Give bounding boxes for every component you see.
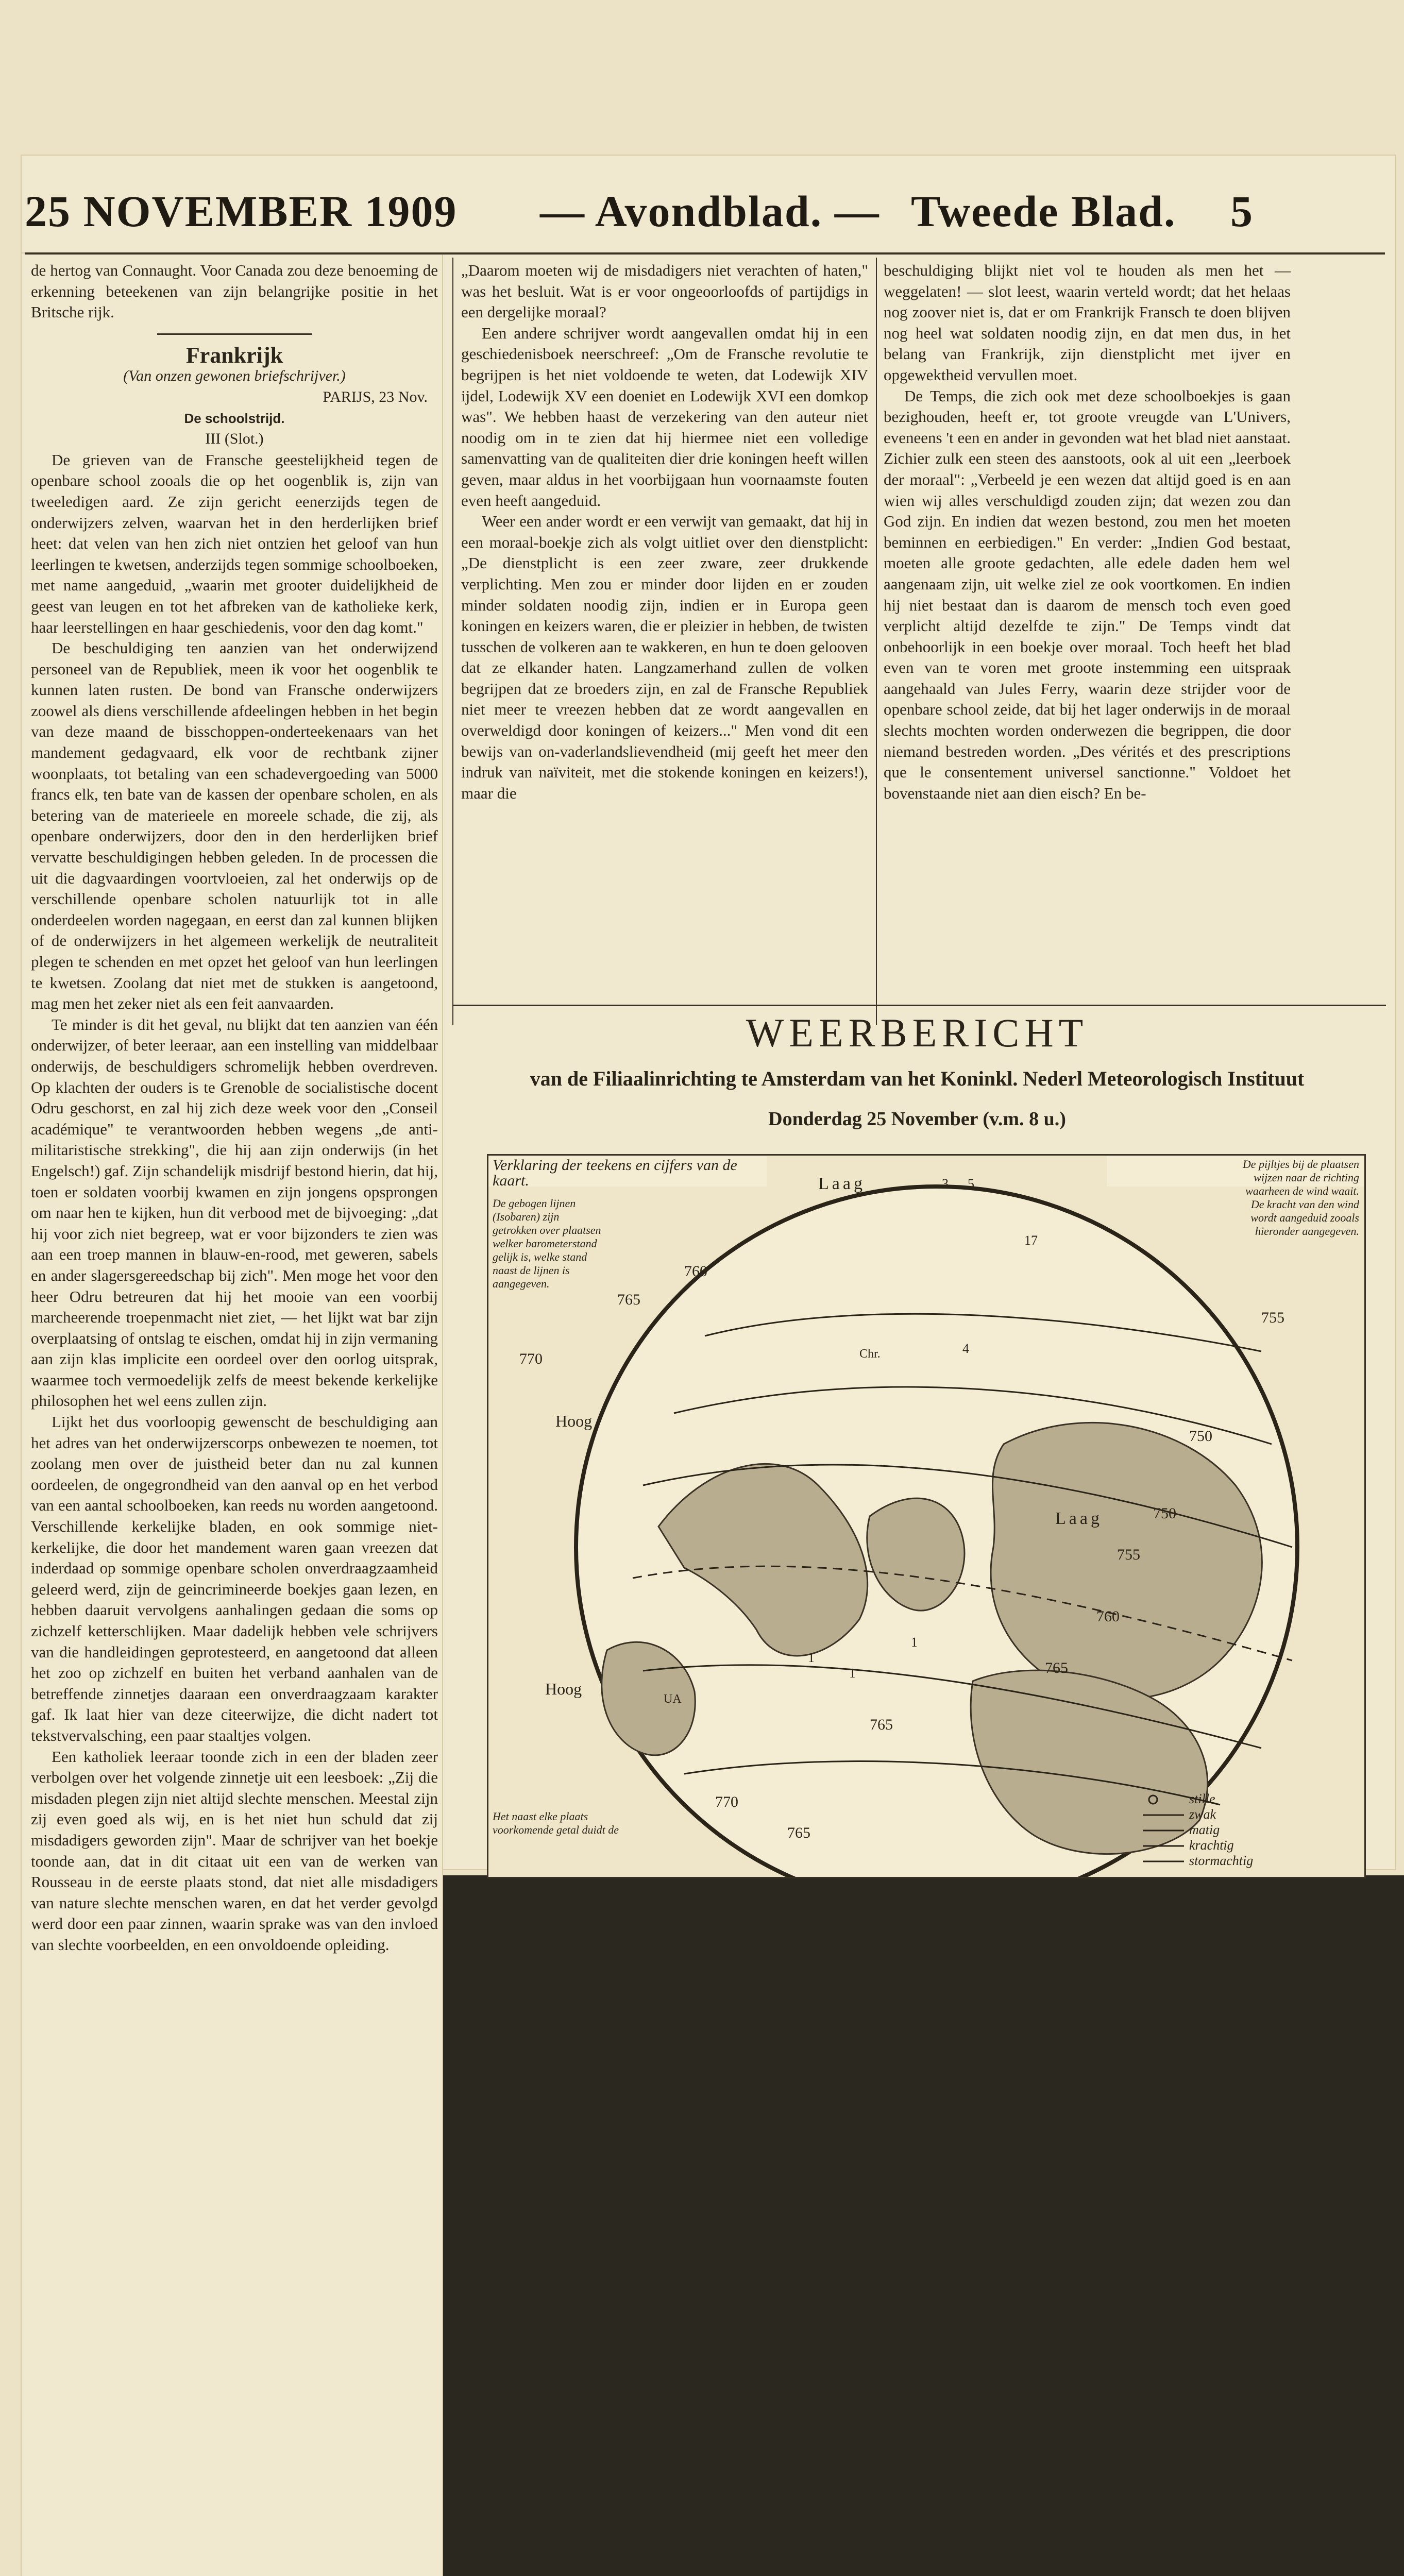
legend-title: Verklaring der teekens en cijfers van de kaart. [493, 1157, 737, 1189]
weather-top-rule [453, 1005, 1386, 1006]
weather-date: Donderdag 25 November (v.m. 8 u.) [768, 1108, 1066, 1130]
paragraph: De beschuldiging ten aanzien van het onderwijzend personeel van de Republiek, meen ik voor het oogenblik te kunnen laten rusten. De bond van Fransche onderwijzers zoowel als diens verschillende afdeelingen hebben in het begin van deze maand de bisschoppen-onderteekenaars van het mandement gedagvaard, elk voor de rechtbank zijner woonplaats, tot betaling van een schadevergoeding van 5000 francs elk, ten bate van de kassen der openbare scholen, en als betering van de materieele en moreele schade, die zij, als openbare onderwijzers, door den in den herderlijken brief vervatte beschuldigingen hebben geleden. In de processen die uit die dagvaardingen voortvloeien, zal het onderwijs op de verschillende openbare scholen natuurlijk tot in alle onderdeelen worden nagegaan, en eerst dan zal kunnen blijken of de onderwijzers in het algemeen werkelijk de neutraliteit plegen te schenden en met opzet het geloof van hun leerlingen te kwetsen. Zoolang dat niet met de stukken is aangetoond, mag men het zeker niet als een feit aanvaarden. [31, 639, 438, 1013]
masthead-page: 5 [1230, 187, 1254, 236]
masthead-sheet: Tweede Blad. [911, 187, 1176, 236]
isobar-label: 765 [1045, 1659, 1068, 1676]
paragraph: Een katholiek leeraar toonde zich in een der bladen zeer verbolgen over het volgende zinnetje uit een leesboek: „Zij die misdaden plegen zijn niet altijd slechte menschen. Meestal zijn zij even goed als wij, en is het niet hun schuld dat zij misdadigers geworden zijn". Maar de schrijver van het boekje toonde aan, dat in dit citaat uit een van de werken van Rousseau in de eerste plaats stond, dat niet alle misdadigers van nature slechte menschen waren, en dat het verder gevolgd werd door een paar zinnen, waarin sprake was van den invloed van slechte voorbeelden, en een onvoldoende opleiding. [31, 1747, 438, 1954]
low-pressure-label: Laag [818, 1174, 866, 1193]
paragraph: Een andere schrijver wordt aangevallen omdat hij in een geschiedenisboek neerschreef: „Om de Fransche revolutie te begrijpen is het niet voldoende te weten, dat Lodewijk XIV ijdel, Lodewijk XV een doeniet en Lodewijk XVI een domkop was". We hebben haast de verzekering van den auteur niet noodig om in te zien dat hij hiermee niet een volledige samenvatting van de qualiteiten dier drie koningen heeft willen geven, maar aldus in het voorbijgaan hun voornaamste fouten even heeft aangeduid. [461, 324, 868, 510]
station-value: 3 [942, 1176, 949, 1191]
high-pressure-label: Hoog [555, 1412, 593, 1430]
isobar-label: 755 [1117, 1546, 1140, 1563]
masthead-date: 25 NOVEMBER 1909 [25, 187, 458, 236]
wind-scale-label: matig [1189, 1822, 1220, 1837]
weather-map-drawing [488, 1156, 1364, 1877]
isobar-label: 770 [715, 1793, 738, 1810]
isobar-label: 755 [1261, 1309, 1284, 1326]
station-value: 4 [962, 1341, 969, 1356]
isobar-label: 760 [684, 1263, 707, 1280]
isobar-label: 750 [1153, 1505, 1176, 1522]
masthead [25, 185, 1272, 263]
place-label: Chr. [859, 1347, 881, 1361]
column-rule-1 [452, 258, 453, 1025]
masthead-edition: — Avondblad. — [540, 187, 880, 236]
legend-arrows: De pijltjes bij de plaatsen wijzen naar de richting waarheen de wind waait. De kracht van den wind wordt aangeduid zooals hieronder aangegeven. [1242, 1158, 1359, 1238]
station-value: 5 [968, 1176, 974, 1191]
wind-scale-label: zwak [1189, 1807, 1216, 1822]
station-value: 1 [911, 1635, 918, 1650]
paragraph: de hertog van Connaught. Voor Canada zou deze benoeming de erkenning beteekenen van zijn belangrijke positie in het Britsche rijk. [31, 261, 438, 321]
isobar-label: 765 [617, 1291, 640, 1308]
station-value: 17 [1024, 1233, 1038, 1248]
isobar-label: 765 [870, 1716, 893, 1733]
place-label: UA [664, 1692, 682, 1706]
legend-isobars: De gebogen lijnen (Isobaren) zijn getrokken over plaatsen welker barometerstand gelijk is, welke stand naast de lijnen is aangegeven. [493, 1197, 601, 1290]
section-title: Frankrijk [185, 342, 283, 368]
wind-scale-label: stormachtig [1189, 1853, 1254, 1868]
article-column-1 [31, 260, 438, 2576]
paragraph: De Temps, die zich ook met deze schoolboekjes is gaan bezighouden, heeft er, tot groote vreugde van L'Univers, eveneens 't een en ander in gevonden wat het blad niet aanstaat. Zichier zulk een steen des aanstoots, ook al uit een „leerboek der moraal": „Verbeeld je een wezen dat altijd goed is en aan wien wij alles verschuldigd zouden zijn; dat wezen zou dan God zijn. En indien dat wezen bestond, zou men het moeten beminnen en eerbiedigen." En verder: „Indien God bestaat, moeten alle groote gedachten, alle edele daden hem wel aangenaam zijn, uit welke ziel ze ook voortkomen. En indien hij niet bestaat dan is daarom de mensch toch even goed verplicht altijd dezelfde te zijn." De Temps vindt dat onbehoorlijk in een boekje over moraal. Toch heeft het blad even van te voren met groote instemming een uitspraak aangehaald van Jules Ferry, waarin deze strijder voor de openbare school zeide, dat bij het lager onderwijs in de moraal slechts mochten worden onderwezen die begrippen, die door niemand bestreden worden. „Des vérités et des prescriptions que le consentement universel sanctionne." Voldoet het bovenstaande niet aan dien eisch? En be- [884, 386, 1291, 802]
paragraph: „Daarom moeten wij de misdadigers niet verachten of haten," was het besluit. Wat is er voor ongeoorloofds of partijdigs in een dergelijke moraal? [461, 261, 868, 321]
station-value: 1 [849, 1666, 856, 1681]
section-dateline: PARIJS, 23 Nov. [323, 388, 428, 405]
wind-scale-label: stille [1189, 1791, 1215, 1806]
wind-scale-label: krachtig [1189, 1838, 1234, 1853]
station-value: 1 [808, 1650, 815, 1665]
section-byline: (Van onzen gewonen briefschrijver.) [123, 367, 346, 385]
paragraph: Lijkt het dus voorloopig gewenscht de beschuldiging aan het adres van het onderwijzerscorps onbewezen te noemen, tot zoolang men over de juistheid beter dan nu zal kunnen oordeelen, de ongegrondheid van den aanval op en het verbod van een aantal schoolboeken, kan reeds nu worden aangetoond. Verschillende kerkelijke bladen, en ook sommige niet-kerkelijke, die door het mandement waren gaan vreezen dat inderdaad op sommige openbare scholen onverdraagzaamheid geleerd werd, zijn de geincrimineerde boekjes gaan lezen, en hebben daaruit vervolgens aanhalingen gedaan die soms op zichzelf ketterschlijken. Maar dadelijk hebben vele schrijvers van die handleidingen geprotesteerd, en aangetoond dat alleen het zoo op zichzelf en buiten het verband aanhalen van de betreffende zinnetjes daaraan een onverdraagzaam karakter gaf. Ik laat hier van deze citeerwijze, die dicht nadert tot tekstvervalsching, een paar staaltjes volgen. [31, 1413, 438, 1744]
article-column-2 [461, 260, 868, 997]
paragraph: Weer een ander wordt er een verwijt van gemaakt, dat hij in een moraal-boekje zich als volgt uitliet over den dienstplicht: „De dienstplicht is een zeer zware, zeer drukkende verplichting. Men zou er minder door lijden en er zouden minder soldaten noodig zijn, indien er in Europa geen koningen en keizers waren, die er pleizier in hebben, de twisten tusschen de volkeren aan te wakkeren, en hun te doen gelooven dat ze elkander haten. Langzamerhand zullen de volken begrijpen dat ze broeders zijn, en zal de Fransche Republiek niet meer te vreezen hebben dat ze wordt aangevallen en overweldigd door koningen of keizers..." Men vond dit een bewijs van on-vaderlandslievendheid (mij geeft het meer den indruk van naïviteit, met die stokende koningen en keizers!), maar die [461, 512, 868, 802]
paragraph: De grieven van de Fransche geestelijkheid tegen de openbare school zooals die op het oogenblik is, zijn van tweeledigen aard. Ze zijn gericht eenerzijds tegen de onderwijzers zelven, waarvan het in den herderlijken brief heet: dat velen van hen zich niet ontzien het geloof van hun leerlingen te kwetsen, anderzijds tegen sommige schoolboeken, met name aangeduid, „waarin met grooter duidelijkheid de geest van leugen en tot het afbreken van de katholieke kerk, haar leerstellingen en haar geschiedenis, voor den dag komt." [31, 450, 438, 636]
section-topic: De schoolstrijd. [184, 410, 285, 426]
isobar-label: 770 [519, 1350, 543, 1367]
isobar-label: 750 [1189, 1428, 1212, 1445]
section-part: III (Slot.) [205, 430, 264, 448]
article-column-3 [884, 260, 1291, 997]
low-pressure-label: Laag [1055, 1509, 1103, 1528]
column-rule-2 [876, 258, 877, 1025]
weather-subtitle: van de Filiaalinrichting te Amsterdam van het Koninkl. Nederl Meteorologisch Instituut [530, 1067, 1305, 1090]
paragraph: beschuldiging blijkt niet vol te houden als men het — weggelaten! — slot leest, waarin verteld wordt; dat het helaas nog zoover niet is, dat er om Frankrijk Fransch te doen blijven nog heel wat soldaten noodig zijn, en dat men dus, in het belang van Frankrijk, zijn dienstplicht met ijver en opgewektheid vervullen moet. [884, 261, 1291, 384]
high-pressure-label: Hoog [545, 1680, 582, 1698]
isobar-label: 760 [1096, 1608, 1120, 1625]
paragraph: Te minder is dit het geval, nu blijkt dat ten aanzien van één onderwijzer, of beter leeraar, aan een instelling van middelbaar onderwijs, de beschuldigers schromelijk hebben overdreven. Op klachten der ouders is te Grenoble de socialistische docent Odru geschorst, en zal hij zich deze week voor den „Conseil académique" te verantwoorden hebben wegens „de anti-militaristische strekking", die hij aan zijn onderwijs (in het Engelsch!) gaf. Zijn schandelijk misdrijf bestond hierin, dat hij, toen er soldaten voorbij kwamen en zijn jongens opsprongen om naar hen te kijken, hun dit verbood met de bijvoeging: „dat hij voor zich niet begreep, wat er voor bijzonders te zien was aan een troep mannen in blauw-en-rood, met geweren, sabels en ander slagersgereedschap bij zich". Men moge het voor den heer Odru betreuren dat hij het mooie van een voorbij marcheerende troepenmacht niet ziet, — het lijkt wat bar zijn overplaatsing of ontslag te eischen, omdat hij in zijn vermaning aan zijn klas implicite een oordeel over den oorlog uitsprak, waarmee toch vermoedelijk zelfs de meest bekende kerkelijke philosophen het wel eens zullen zijn. [31, 1015, 438, 1410]
legend-circle: Het naast elke plaats voorkomende getal duidt de [493, 1810, 619, 1836]
weather-map [487, 1154, 1366, 1878]
isobar-label: 765 [787, 1824, 810, 1841]
weather-title: WEERBERICHT [746, 1010, 1089, 1055]
divider [157, 333, 312, 335]
masthead-rule [25, 252, 1385, 255]
